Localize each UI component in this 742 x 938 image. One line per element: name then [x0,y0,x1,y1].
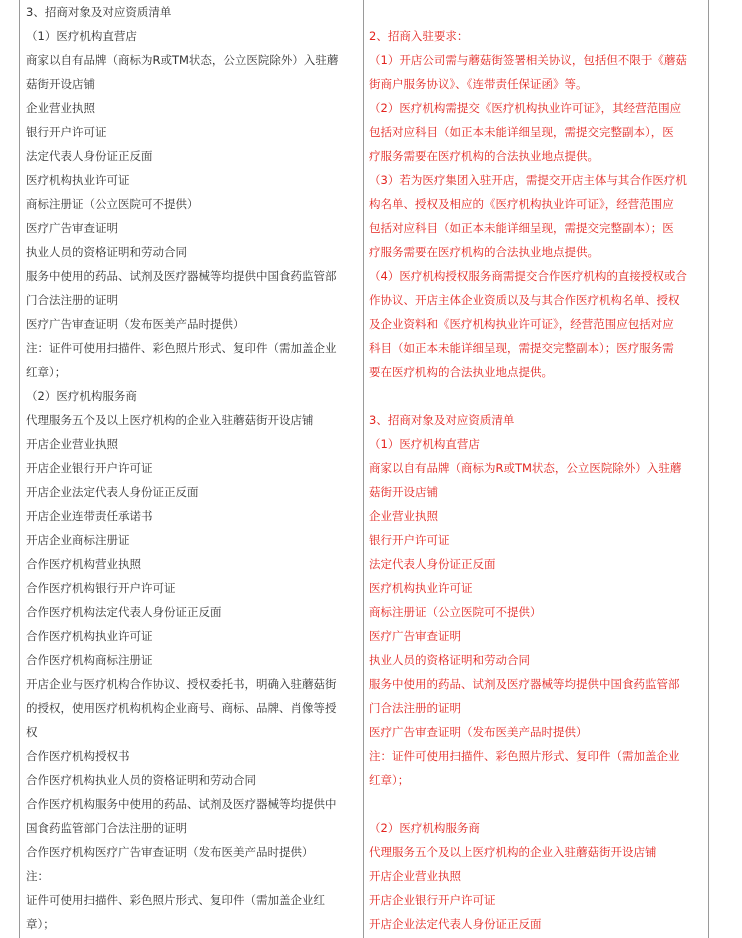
text-line: 开店企业银行开户许可证 [369,893,496,907]
text-line: 疗服务需要在医疗机构的合法执业地点提供。 [369,149,599,163]
text-line: 服务中使用的药品、试剂及医疗器械等均提供中国食药监管部 [369,677,680,691]
text-line: 作协议、开店主体企业资质以及与其合作医疗机构名单、授权 [369,293,680,307]
text-line: 银行开户许可证 [26,125,107,139]
text-line: 菇街开设店铺 [369,485,438,499]
text-line: 医疗广告审查证明 [26,221,118,235]
text-line: （2）医疗机构服务商 [369,821,480,835]
text-line: 开店企业连带责任承诺书 [26,509,153,523]
text-line [369,0,704,24]
text-line [369,792,704,816]
text-line: 医疗广告审查证明 [369,629,461,643]
text-line: 要在医疗机构的合法执业地点提供。 [369,365,553,379]
text-line: 开店企业与医疗机构合作协议、授权委托书，明确入驻蘑菇街 [26,677,337,691]
text-line: 开店企业商标注册证 [26,533,130,547]
text-line: （1）开店公司需与蘑菇街签署相关协议，包括但不限于《蘑菇 [369,53,687,67]
text-line: 权 [26,725,38,739]
text-line: 商标注册证（公立医院可不提供） [26,197,199,211]
text-line: 开店企业法定代表人身份证正反面 [26,485,199,499]
text-line: 的授权，使用医疗机构机构企业商号、商标、品牌、肖像等授 [26,701,337,715]
text-line: 法定代表人身份证正反面 [26,149,153,163]
text-line: 合作医疗机构授权书 [26,749,130,763]
text-line: 企业营业执照 [26,101,95,115]
text-line: 开店企业银行开户许可证 [26,461,153,475]
text-line: （1）医疗机构直营店 [26,29,137,43]
text-line: 法定代表人身份证正反面 [369,557,496,571]
text-line: 构名单、授权及相应的《医疗机构执业许可证》，经营范围应 [369,197,674,211]
text-line: 商家以自有品牌（商标为R或TM状态，公立医院除外）入驻蘑 [369,461,682,475]
text-line: 合作医疗机构营业执照 [26,557,141,571]
text-line: 商标注册证（公立医院可不提供） [369,605,542,619]
text-line: 医疗广告审查证明（发布医美产品时提供） [369,725,588,739]
text-line: 银行开户许可证 [369,533,450,547]
text-line: 3、招商对象及对应资质清单 [26,5,172,19]
text-line: 注：证件可使用扫描件、彩色照片形式、复印件（需加盖企业 [369,749,680,763]
text-line: 科目（如正本未能详细呈现，需提交完整副本）；医疗服务需 [369,341,674,355]
text-line [369,384,704,408]
text-line: （4）医疗机构授权服务商需提交合作医疗机构的直接授权或合 [369,269,687,283]
text-line: 代理服务五个及以上医疗机构的企业入驻蘑菇街开设店铺 [369,845,657,859]
text-line: 商家以自有品牌（商标为R或TM状态，公立医院除外）入驻蘑 [26,53,339,67]
text-line: 红章）； [369,773,410,787]
document-table [19,0,709,938]
text-line: 证件可使用扫描件、彩色照片形式、复印件（需加盖企业红 [26,893,325,907]
text-line: 医疗广告审查证明（发布医美产品时提供） [26,317,245,331]
text-line: 2、招商入驻要求： [369,29,469,43]
text-line: （3）若为医疗集团入驻开店，需提交开店主体与其合作医疗机 [369,173,687,187]
text-line: 合作医疗机构商标注册证 [26,653,153,667]
text-line: 注： [26,869,49,883]
text-line: 合作医疗机构医疗广告审查证明（发布医美产品时提供） [26,845,314,859]
text-line: 红章）； [26,365,67,379]
text-line: 街商户服务协议》、《连带责任保证函》等。 [369,77,588,91]
text-line: 合作医疗机构执业许可证 [26,629,153,643]
text-line: （2）医疗机构需提交《医疗机构执业许可证》，其经营范围应 [369,101,682,115]
text-line: 代理服务五个及以上医疗机构的企业入驻蘑菇街开设店铺 [26,413,314,427]
text-line: 开店企业营业执照 [369,869,461,883]
text-line: 执业人员的资格证明和劳动合同 [26,245,187,259]
text-line: 合作医疗机构执业人员的资格证明和劳动合同 [26,773,256,787]
text-line: 企业营业执照 [369,509,438,523]
text-line: 菇街开设店铺 [26,77,95,91]
text-line: 疗服务需要在医疗机构的合法执业地点提供。 [369,245,599,259]
text-line: 门合法注册的证明 [26,293,118,307]
text-line: 包括对应科目（如正本未能详细呈现，需提交完整副本）；医 [369,221,674,235]
text-line: 合作医疗机构服务中使用的药品、试剂及医疗器械等均提供中 [26,797,337,811]
text-line: 开店企业营业执照 [26,437,118,451]
right-column [369,0,704,936]
text-line: 注：证件可使用扫描件、彩色照片形式、复印件（需加盖企业 [26,341,337,355]
text-line: 合作医疗机构法定代表人身份证正反面 [26,605,222,619]
text-line: （1）医疗机构直营店 [369,437,480,451]
text-line: 服务中使用的药品、试剂及医疗器械等均提供中国食药监管部 [26,269,337,283]
text-line: 及企业资料和《医疗机构执业许可证》，经营范围应包括对应 [369,317,674,331]
text-line: 3、招商对象及对应资质清单 [369,413,515,427]
text-line: 包括对应科目（如正本未能详细呈现，需提交完整副本），医 [369,125,674,139]
text-line: 国食药监管部门合法注册的证明 [26,821,187,835]
text-line: 门合法注册的证明 [369,701,461,715]
text-line: 合作医疗机构银行开户许可证 [26,581,176,595]
left-column [26,0,356,936]
text-line: 医疗机构执业许可证 [369,581,473,595]
text-line: 章）； [26,917,55,931]
text-line: 执业人员的资格证明和劳动合同 [369,653,530,667]
text-line: （2）医疗机构服务商 [26,389,137,403]
text-line: 医疗机构执业许可证 [26,173,130,187]
text-line: 开店企业法定代表人身份证正反面 [369,917,542,931]
column-divider [363,0,364,938]
